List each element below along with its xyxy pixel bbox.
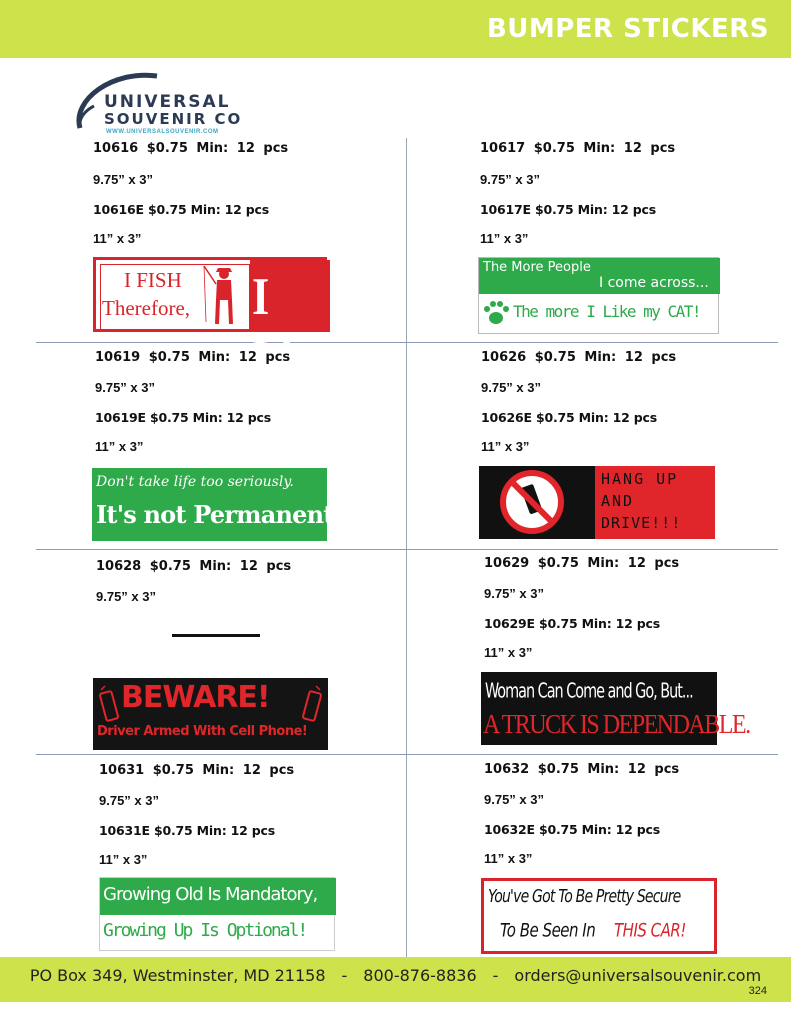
product-variant-line: 10629E $0.75 Min: 12 pcs [484,616,660,631]
no-cell-phone-icon [499,469,565,535]
sticker-image [92,468,334,541]
product-variant-line: 10631E $0.75 Min: 12 pcs [99,823,275,838]
cell-phone-icon [97,686,121,726]
product-variant-size: 11” x 3” [481,439,530,454]
sticker-text: Don't take life too seriously. [96,474,294,490]
logo-url: WWW.UNIVERSALSOUVENIR.COM [106,129,219,135]
product-variant-size: 11” x 3” [93,231,142,246]
sticker-text: DRIVE!!! [601,514,682,532]
product-variant-line: 10617E $0.75 Min: 12 pcs [480,202,656,217]
sticker-image [93,678,328,750]
product-price-line: 10629 $0.75 Min: 12 pcs [484,556,680,571]
sticker-text: It's not Permanent [96,500,334,529]
product-size: 9.75” x 3” [93,172,153,187]
fisherman-icon [204,264,244,328]
sticker-text: You've Got To Be Pretty Secure [488,887,681,907]
product-variant-size: 11” x 3” [484,645,533,660]
sticker-text: To Be Seen In [500,919,596,942]
product-price-line: 10617 $0.75 Min: 12 pcs [480,141,676,156]
product-cell [484,556,784,756]
column-divider [406,138,407,957]
footer-separator: - [341,966,348,985]
paw-print-icon [481,298,511,328]
product-variant-line: 10616E $0.75 Min: 12 pcs [93,202,269,217]
product-size: 9.75” x 3” [99,793,159,808]
footer-separator: - [492,966,499,985]
page-number: 324 [748,985,767,997]
row-divider [36,342,778,343]
product-price-line: 10619 $0.75 Min: 12 pcs [95,350,291,365]
product-variant-size: 11” x 3” [480,231,529,246]
sticker-text: I come across... [599,275,709,291]
sticker-image [478,257,719,334]
sticker-text: BEWARE! [121,680,270,715]
product-size: 9.75” x 3” [480,172,540,187]
product-variant-size: 11” x 3” [484,851,533,866]
product-price-line: 10631 $0.75 Min: 12 pcs [99,763,295,778]
product-variant-size: 11” x 3” [95,439,144,454]
sticker-text: A TRUCK IS DEPENDABLE. [483,710,750,740]
product-price-line: 10626 $0.75 Min: 12 pcs [481,350,677,365]
sticker-text: I Lie. [252,267,321,388]
footer-contact [0,966,791,985]
product-size: 9.75” x 3” [95,380,155,395]
placeholder-line [172,634,260,637]
product-size: 9.75” x 3” [484,792,544,807]
product-variant-line: 10626E $0.75 Min: 12 pcs [481,410,657,425]
sticker-text: Therefore, [102,296,191,320]
footer-phone[interactable]: 800-876-8836 [363,966,477,985]
product-price-line: 10628 $0.75 Min: 12 pcs [96,559,292,574]
product-cell [481,350,781,550]
footer-email[interactable]: orders@universalsouvenir.com [514,966,762,985]
product-cell [96,559,396,759]
product-variant-line: 10632E $0.75 Min: 12 pcs [484,822,660,837]
sticker-text: The More People [483,260,591,275]
product-price-line: 10632 $0.75 Min: 12 pcs [484,762,680,777]
product-cell [95,350,395,550]
sticker-image [481,672,750,745]
company-logo [72,70,262,140]
product-cell [484,762,784,962]
product-cell [99,763,399,963]
sticker-text: AND [601,492,635,510]
sticker-text: THIS CAR! [614,919,686,942]
sticker-image [481,878,717,954]
logo-line1: UNIVERSAL [104,92,231,112]
product-variant-line: 10619E $0.75 Min: 12 pcs [95,410,271,425]
sticker-text: Growing Old Is Mandatory, [103,884,318,905]
footer-address: PO Box 349, Westminster, MD 21158 [29,966,326,985]
sticker-image [99,877,335,951]
product-cell [480,141,780,341]
sticker-image [479,466,715,539]
product-size: 9.75” x 3” [96,589,156,604]
sticker-text: HANG UP [601,470,679,488]
sticker-text: Woman Can Come and Go, But... [485,678,693,703]
product-size: 9.75” x 3” [484,586,544,601]
logo-line2: SOUVENIR CO [104,110,243,128]
product-variant-size: 11” x 3” [99,852,148,867]
product-size: 9.75” x 3” [481,380,541,395]
cell-phone-icon [300,686,324,726]
sticker-text: Driver Armed With Cell Phone! [97,724,308,739]
product-price-line: 10616 $0.75 Min: 12 pcs [93,141,289,156]
sticker-text: Growing Up Is Optional! [103,920,307,941]
page-title: BUMPER STICKERS [486,14,769,44]
sticker-text: I FISH [124,268,182,292]
sticker-text: The more I Like my CAT! [513,302,701,321]
